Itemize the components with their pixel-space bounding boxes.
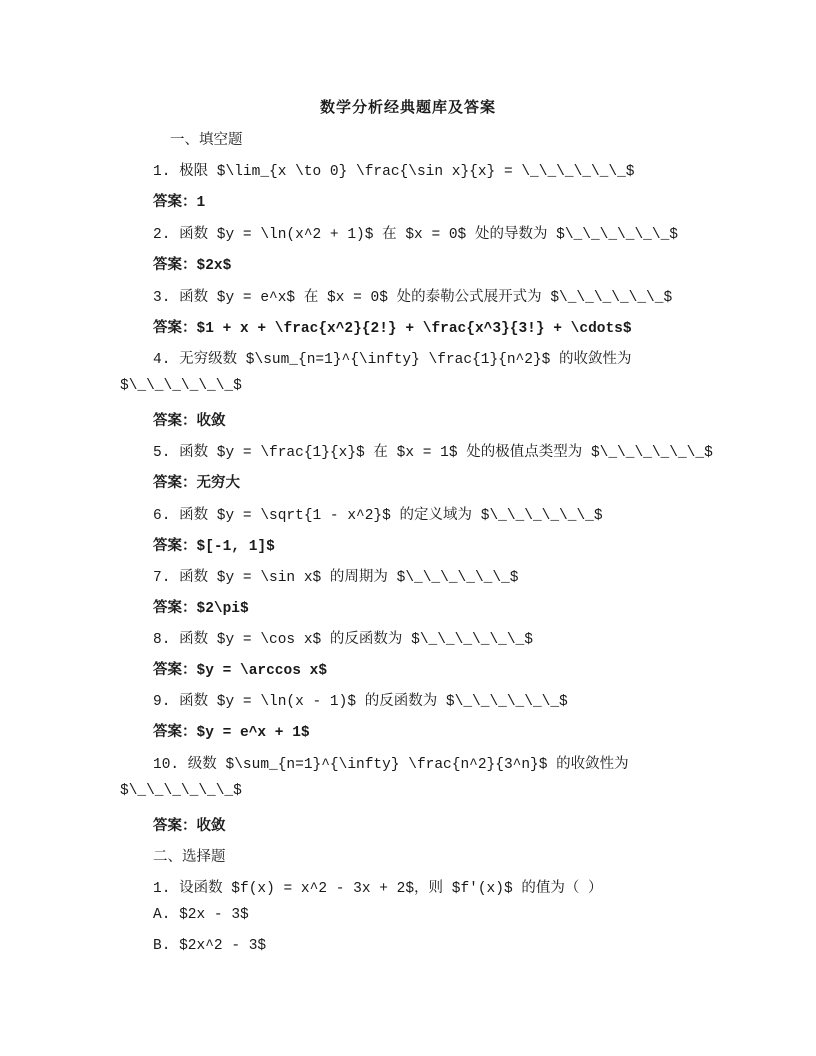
question-1: 1. 极限 $\lim_{x \to 0} \frac{\sin x}{x} = \_\_\_\_\_\_$ xyxy=(153,164,635,180)
section-heading-multiple-choice: 二、选择题 xyxy=(153,849,226,865)
question-10: 10. 级数 $\sum_{n=1}^{\infty} \frac{n^2}{3^n}$ 的收敛性为 xyxy=(153,757,629,773)
answer-6: 答案：$[-1, 1]$ xyxy=(153,539,275,555)
question-2: 2. 函数 $y = \ln(x^2 + 1)$ 在 $x = 0$ 处的导数为 $\_\_\_\_\_\_$ xyxy=(153,227,678,243)
question-7: 7. 函数 $y = \sin x$ 的周期为 $\_\_\_\_\_\_$ xyxy=(153,570,519,586)
mc-option-b: B. $2x^2 - 3$ xyxy=(153,938,267,954)
question-5: 5. 函数 $y = \frac{1}{x}$ 在 $x = 1$ 处的极值点类型为 $\_\_\_\_\_\_$ xyxy=(153,445,713,461)
question-6: 6. 函数 $y = \sqrt{1 - x^2}$ 的定义域为 $\_\_\_\_\_\_$ xyxy=(153,508,603,524)
question-8: 8. 函数 $y = \cos x$ 的反函数为 $\_\_\_\_\_\_$ xyxy=(153,632,533,648)
mc-option-a: A. $2x - 3$ xyxy=(153,907,249,923)
page-title: 数学分析经典题库及答案 xyxy=(319,98,496,116)
mc-question-1: 1. 设函数 $f(x) = x^2 - 3x + 2$，则 $f'(x)$ 的值为（ ） xyxy=(153,881,603,897)
answer-2: 答案：$2x$ xyxy=(153,258,232,274)
question-9: 9. 函数 $y = \ln(x - 1)$ 的反函数为 $\_\_\_\_\_\_$ xyxy=(153,694,568,710)
answer-4: 答案：收敛 xyxy=(153,414,226,430)
question-10-wrap: $\_\_\_\_\_\_$ xyxy=(120,783,242,799)
question-3: 3. 函数 $y = e^x$ 在 $x = 0$ 处的泰勒公式展开式为 $\_\_\_\_\_\_$ xyxy=(153,290,673,306)
question-4-wrap: $\_\_\_\_\_\_$ xyxy=(120,378,242,394)
answer-3: 答案：$1 + x + \frac{x^2}{2!} + \frac{x^3}{3!} + \cdots$ xyxy=(153,321,632,337)
answer-10: 答案：收敛 xyxy=(153,819,226,835)
answer-5: 答案：无穷大 xyxy=(153,476,240,492)
answer-8: 答案：$y = \arccos x$ xyxy=(153,663,328,679)
answer-9: 答案：$y = e^x + 1$ xyxy=(153,725,310,741)
section-heading-fill-blank: 一、填空题 xyxy=(170,132,243,148)
question-4: 4. 无穷级数 $\sum_{n=1}^{\infty} \frac{1}{n^2}$ 的收敛性为 xyxy=(153,352,632,368)
answer-7: 答案：$2\pi$ xyxy=(153,601,249,617)
answer-1: 答案：1 xyxy=(153,195,206,211)
